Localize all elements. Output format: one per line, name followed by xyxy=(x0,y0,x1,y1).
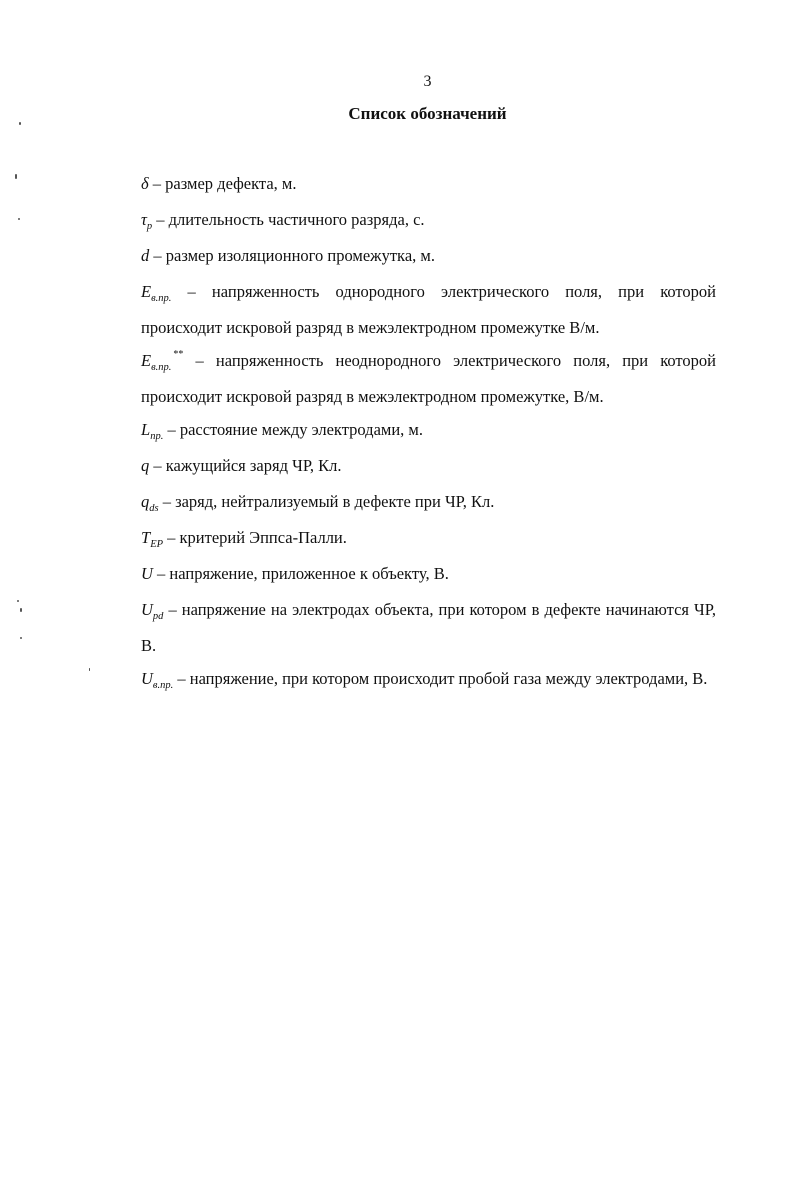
symbol-subscript: в.пр. xyxy=(151,362,172,373)
symbol: τ xyxy=(141,210,147,229)
symbol-description: – напряженность неоднородного электрического поля, при которой происходит искровой разряд в межэлектродном промежутке, В/м. xyxy=(141,351,716,406)
symbol: U xyxy=(141,600,153,619)
scan-speck xyxy=(20,608,22,612)
list-item xyxy=(141,485,716,521)
symbol-subscript: в.пр. xyxy=(151,293,172,304)
symbol-description: – размер дефекта, м. xyxy=(148,174,297,193)
list-item xyxy=(141,413,716,449)
symbol-superscript: ** xyxy=(173,349,184,360)
page-title: Список обозначений xyxy=(348,104,507,123)
symbol-description: – критерий Эппса-Палли. xyxy=(163,528,347,547)
list-item xyxy=(141,167,716,203)
symbol-subscript: р xyxy=(146,221,153,232)
symbol-subscript: EP xyxy=(150,539,164,550)
page-number: 3 xyxy=(423,73,432,90)
symbol-description: – длительность частичного разряда, с. xyxy=(152,210,425,229)
list-item xyxy=(141,344,716,413)
symbol: U xyxy=(141,564,153,583)
symbol-description: – кажущийся заряд ЧР, Кл. xyxy=(149,456,342,475)
scan-speck xyxy=(17,600,19,602)
scan-speck xyxy=(19,122,21,125)
list-item xyxy=(141,203,716,239)
symbol-description: – напряжение на электродах объекта, при котором в дефекте начинаются ЧР, В. xyxy=(141,600,716,655)
symbol-subscript: в.пр. xyxy=(152,680,174,691)
list-item xyxy=(141,239,716,275)
list-item xyxy=(141,449,716,485)
symbol-description: – напряжение, при котором происходит пробой газа между электродами, В. xyxy=(173,669,708,688)
symbol-description: – размер изоляционного промежутка, м. xyxy=(149,246,435,265)
symbol: δ xyxy=(141,174,149,193)
symbol-subscript: ds xyxy=(149,503,159,514)
list-item xyxy=(141,275,716,344)
symbol-description: – заряд, нейтрализуемый в дефекте при ЧР, Кл. xyxy=(158,492,495,511)
list-item xyxy=(141,557,716,593)
scan-speck xyxy=(89,668,90,671)
symbol: E xyxy=(141,351,152,370)
symbol: U xyxy=(141,669,153,688)
symbol: L xyxy=(141,420,151,439)
symbol: q xyxy=(141,492,150,511)
symbol-list xyxy=(141,167,716,698)
scan-speck xyxy=(15,174,17,179)
symbol-subscript: пр. xyxy=(150,431,164,442)
symbol: E xyxy=(141,282,152,301)
list-item xyxy=(141,521,716,557)
scan-speck xyxy=(18,218,20,220)
scan-speck xyxy=(20,637,22,639)
symbol: q xyxy=(141,456,150,475)
list-item xyxy=(141,593,716,662)
symbol: d xyxy=(141,246,150,265)
symbol-description: – расстояние между электродами, м. xyxy=(163,420,423,439)
symbol: T xyxy=(141,528,151,547)
symbol-description: – напряжение, приложенное к объекту, В. xyxy=(152,564,449,583)
symbol-subscript: pd xyxy=(152,611,164,622)
symbol-description: – напряженность однородного электрического поля, при которой происходит искровой разряд в межэлектродном промежутке В/м. xyxy=(141,282,716,337)
list-item xyxy=(141,662,716,698)
